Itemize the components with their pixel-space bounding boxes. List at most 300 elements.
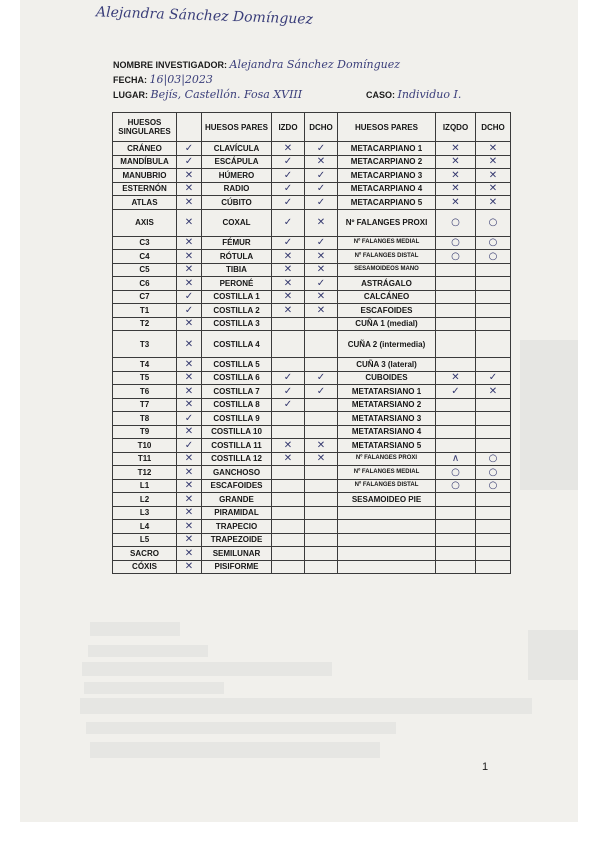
date-value: 16|03|2023 [149, 73, 213, 86]
paired-bone-2 [338, 547, 436, 561]
right-mark: ✕ [305, 250, 338, 264]
singular-mark: ✕ [177, 506, 202, 520]
singular-bone: ATLAS [113, 196, 177, 210]
right-mark: ✓ [305, 169, 338, 183]
left-mark [272, 560, 305, 574]
singular-mark: ✕ [177, 250, 202, 264]
left-mark-2: ✕ [436, 169, 476, 183]
left-mark [272, 412, 305, 426]
right-mark: ✓ [305, 196, 338, 210]
right-mark: ✓ [305, 371, 338, 385]
left-mark-2 [436, 358, 476, 372]
right-mark [305, 398, 338, 412]
singular-bone: T5 [113, 371, 177, 385]
left-mark: ✕ [272, 263, 305, 277]
singular-bone: L3 [113, 506, 177, 520]
table-row [113, 263, 511, 277]
singular-mark: ✓ [177, 439, 202, 453]
table-row [113, 236, 511, 250]
right-mark: ✕ [305, 155, 338, 169]
table-row [113, 479, 511, 493]
right-mark-2: ✕ [476, 182, 511, 196]
singular-bone: T4 [113, 358, 177, 372]
right-mark-2 [476, 533, 511, 547]
case-label: CASO: [366, 90, 395, 100]
right-mark-2 [476, 317, 511, 331]
right-mark: ✓ [305, 385, 338, 399]
date-line [113, 73, 213, 86]
table-row [113, 385, 511, 399]
paired-bone: COSTILLA 1 [202, 290, 272, 304]
right-mark-2: ✕ [476, 169, 511, 183]
paired-bone-2: ASTRÁGALO [338, 277, 436, 291]
singular-mark: ✕ [177, 182, 202, 196]
left-mark [272, 493, 305, 507]
singular-mark: ✕ [177, 317, 202, 331]
page-number: 1 [482, 761, 489, 773]
bone-inventory-table [112, 112, 511, 574]
singular-mark: ✕ [177, 209, 202, 236]
date-label: FECHA: [113, 75, 147, 85]
singular-bone: C7 [113, 290, 177, 304]
right-mark-2: ○ [476, 209, 511, 236]
left-mark: ✕ [272, 439, 305, 453]
col-header-pares: HUESOS PARES [202, 113, 272, 142]
paired-bone-2: CUÑA 1 (medial) [338, 317, 436, 331]
right-mark: ✕ [305, 452, 338, 466]
right-mark-2 [476, 493, 511, 507]
paired-bone: CLAVÍCULA [202, 142, 272, 156]
right-mark-2 [476, 425, 511, 439]
place-label: LUGAR: [113, 90, 148, 100]
investigator-label: NOMBRE INVESTIGADOR: [113, 60, 228, 70]
right-mark-2: ✕ [476, 142, 511, 156]
singular-bone: T12 [113, 466, 177, 480]
right-mark-2 [476, 358, 511, 372]
place-line [113, 88, 302, 101]
right-mark [305, 317, 338, 331]
paired-bone-2: CUÑA 2 (intermedia) [338, 331, 436, 358]
right-mark [305, 358, 338, 372]
paired-bone: TRAPECIO [202, 520, 272, 534]
investigator-line [113, 58, 400, 71]
left-mark: ✕ [272, 142, 305, 156]
table-row [113, 425, 511, 439]
paired-bone: GANCHOSO [202, 466, 272, 480]
right-mark [305, 479, 338, 493]
singular-mark: ✕ [177, 425, 202, 439]
right-mark [305, 520, 338, 534]
table-row [113, 182, 511, 196]
singular-bone: T1 [113, 304, 177, 318]
singular-mark: ✕ [177, 263, 202, 277]
table-row [113, 290, 511, 304]
singular-mark: ✕ [177, 277, 202, 291]
right-mark-2 [476, 560, 511, 574]
left-mark [272, 479, 305, 493]
redacted-block [88, 645, 208, 657]
left-mark: ✕ [272, 290, 305, 304]
paired-bone-2: METATARSIANO 3 [338, 412, 436, 426]
left-mark-2: ○ [436, 209, 476, 236]
paired-bone-2: SESAMOIDEO PIE [338, 493, 436, 507]
singular-bone: MANDÍBULA [113, 155, 177, 169]
singular-bone: T6 [113, 385, 177, 399]
table-row [113, 560, 511, 574]
redacted-block [80, 698, 532, 714]
paired-bone-2: METACARPIANO 1 [338, 142, 436, 156]
paired-bone: RÓTULA [202, 250, 272, 264]
singular-mark: ✓ [177, 304, 202, 318]
right-mark: ✕ [305, 290, 338, 304]
right-mark [305, 493, 338, 507]
right-mark-2 [476, 520, 511, 534]
right-mark-2: ○ [476, 236, 511, 250]
paired-bone: RADIO [202, 182, 272, 196]
paired-bone: HÚMERO [202, 169, 272, 183]
right-mark [305, 506, 338, 520]
left-mark: ✓ [272, 169, 305, 183]
left-mark-2 [436, 290, 476, 304]
right-mark-2: ✕ [476, 385, 511, 399]
right-mark-2: ○ [476, 250, 511, 264]
singular-mark: ✕ [177, 520, 202, 534]
redacted-block [528, 630, 578, 680]
left-mark-2: ✕ [436, 196, 476, 210]
left-mark [272, 425, 305, 439]
paired-bone: GRANDE [202, 493, 272, 507]
redacted-block [520, 340, 578, 490]
right-mark-2 [476, 412, 511, 426]
paired-bone-2: METACARPIANO 4 [338, 182, 436, 196]
paired-bone-2: Nº FALANGES MEDIAL [338, 236, 436, 250]
right-mark-2: ✓ [476, 371, 511, 385]
right-mark: ✓ [305, 182, 338, 196]
col-header-singular: HUESOS SINGULARES [113, 113, 177, 142]
paired-bone: COSTILLA 9 [202, 412, 272, 426]
col-header-dcho-2: DCHO [476, 113, 511, 142]
right-mark [305, 331, 338, 358]
right-mark [305, 560, 338, 574]
case-line [366, 88, 461, 101]
right-mark-2 [476, 304, 511, 318]
singular-mark: ✕ [177, 533, 202, 547]
left-mark-2: ✕ [436, 142, 476, 156]
paired-bone: COSTILLA 6 [202, 371, 272, 385]
singular-mark: ✕ [177, 398, 202, 412]
left-mark-2 [436, 506, 476, 520]
singular-bone: C4 [113, 250, 177, 264]
paired-bone: COSTILLA 11 [202, 439, 272, 453]
redacted-block [90, 742, 380, 758]
singular-bone: L2 [113, 493, 177, 507]
left-mark: ✓ [272, 398, 305, 412]
left-mark-2: ∧ [436, 452, 476, 466]
paired-bone: COSTILLA 12 [202, 452, 272, 466]
left-mark [272, 358, 305, 372]
table-row [113, 412, 511, 426]
singular-mark: ✓ [177, 155, 202, 169]
right-mark [305, 425, 338, 439]
paired-bone-2: METATARSIANO 1 [338, 385, 436, 399]
right-mark: ✓ [305, 277, 338, 291]
right-mark-2: ○ [476, 452, 511, 466]
table-header-row [113, 113, 511, 142]
left-mark-2: ✕ [436, 182, 476, 196]
table-row [113, 142, 511, 156]
right-mark-2 [476, 290, 511, 304]
left-mark [272, 506, 305, 520]
col-header-status [177, 113, 202, 142]
paired-bone: TRAPEZOIDE [202, 533, 272, 547]
paired-bone: CÚBITO [202, 196, 272, 210]
left-mark-2 [436, 277, 476, 291]
investigator-value: Alejandra Sánchez Domínguez [229, 58, 401, 71]
singular-mark: ✕ [177, 358, 202, 372]
singular-bone: AXIS [113, 209, 177, 236]
left-mark-2: ✕ [436, 155, 476, 169]
table-row [113, 358, 511, 372]
left-mark-2 [436, 520, 476, 534]
singular-mark: ✕ [177, 169, 202, 183]
paired-bone: PISIFORME [202, 560, 272, 574]
singular-mark: ✕ [177, 452, 202, 466]
table-row [113, 439, 511, 453]
left-mark [272, 533, 305, 547]
singular-bone: T8 [113, 412, 177, 426]
singular-mark: ✕ [177, 236, 202, 250]
singular-mark: ✕ [177, 560, 202, 574]
paired-bone: COSTILLA 3 [202, 317, 272, 331]
singular-mark: ✓ [177, 412, 202, 426]
singular-mark: ✕ [177, 479, 202, 493]
col-header-dcho: DCHO [305, 113, 338, 142]
paired-bone: FÉMUR [202, 236, 272, 250]
table-row [113, 398, 511, 412]
table-row [113, 331, 511, 358]
left-mark: ✓ [272, 371, 305, 385]
singular-bone: CÓXIS [113, 560, 177, 574]
table-row [113, 371, 511, 385]
left-mark: ✕ [272, 250, 305, 264]
paired-bone-2 [338, 533, 436, 547]
right-mark-2 [476, 331, 511, 358]
paired-bone-2: METACARPIANO 5 [338, 196, 436, 210]
paired-bone-2: ESCAFOIDES [338, 304, 436, 318]
singular-bone: SACRO [113, 547, 177, 561]
right-mark-2: ✕ [476, 155, 511, 169]
table-row [113, 250, 511, 264]
singular-bone: C5 [113, 263, 177, 277]
paired-bone: COSTILLA 7 [202, 385, 272, 399]
singular-mark: ✓ [177, 142, 202, 156]
right-mark-2 [476, 263, 511, 277]
paired-bone: COSTILLA 2 [202, 304, 272, 318]
col-header-pares-2: HUESOS PARES [338, 113, 436, 142]
table-row [113, 452, 511, 466]
left-mark [272, 466, 305, 480]
table-row [113, 155, 511, 169]
redacted-block [82, 662, 332, 676]
singular-bone: CRÁNEO [113, 142, 177, 156]
paired-bone: PIRAMIDAL [202, 506, 272, 520]
paired-bone: SEMILUNAR [202, 547, 272, 561]
right-mark-2 [476, 277, 511, 291]
singular-mark: ✕ [177, 371, 202, 385]
paired-bone-2: METACARPIANO 3 [338, 169, 436, 183]
singular-mark: ✕ [177, 331, 202, 358]
paired-bone-2: METATARSIANO 2 [338, 398, 436, 412]
right-mark: ✓ [305, 236, 338, 250]
right-mark-2: ○ [476, 479, 511, 493]
left-mark-2 [436, 331, 476, 358]
redacted-block [84, 682, 224, 694]
singular-bone: T11 [113, 452, 177, 466]
left-mark: ✓ [272, 196, 305, 210]
singular-bone: L4 [113, 520, 177, 534]
left-mark-2 [436, 304, 476, 318]
singular-mark: ✕ [177, 196, 202, 210]
right-mark: ✕ [305, 439, 338, 453]
handwritten-name: Alejandra Sánchez Domínguez [95, 4, 314, 28]
left-mark-2: ○ [436, 250, 476, 264]
paired-bone-2: Nº FALANGES MEDIAL [338, 466, 436, 480]
paired-bone-2: METATARSIANO 4 [338, 425, 436, 439]
left-mark [272, 317, 305, 331]
place-value: Bejís, Castellón. Fosa XVIII [150, 88, 303, 101]
right-mark: ✓ [305, 142, 338, 156]
paired-bone: COSTILLA 10 [202, 425, 272, 439]
left-mark-2: ✕ [436, 371, 476, 385]
paired-bone-2: CUBOIDES [338, 371, 436, 385]
left-mark-2 [436, 533, 476, 547]
col-header-izqdo: IZQDO [436, 113, 476, 142]
left-mark [272, 520, 305, 534]
paired-bone: COXAL [202, 209, 272, 236]
case-value: Individuo I. [397, 88, 462, 101]
paired-bone-2: Nº FALANGES DISTAL [338, 250, 436, 264]
singular-bone: MANUBRIO [113, 169, 177, 183]
table-row [113, 317, 511, 331]
paired-bone-2 [338, 560, 436, 574]
paired-bone-2: METACARPIANO 2 [338, 155, 436, 169]
singular-bone: ESTERNÓN [113, 182, 177, 196]
left-mark-2 [436, 425, 476, 439]
singular-bone: L1 [113, 479, 177, 493]
table-row [113, 547, 511, 561]
singular-mark: ✕ [177, 493, 202, 507]
paired-bone: COSTILLA 5 [202, 358, 272, 372]
left-mark-2 [436, 317, 476, 331]
paired-bone-2: CALCÁNEO [338, 290, 436, 304]
table-row [113, 520, 511, 534]
table-row [113, 277, 511, 291]
paired-bone-2 [338, 506, 436, 520]
left-mark [272, 547, 305, 561]
paired-bone-2 [338, 520, 436, 534]
table-row [113, 196, 511, 210]
paired-bone-2: SESAMOIDEOS MANO [338, 263, 436, 277]
left-mark-2: ○ [436, 479, 476, 493]
paired-bone: ESCAFOIDES [202, 479, 272, 493]
table-row [113, 304, 511, 318]
right-mark-2: ✕ [476, 196, 511, 210]
paired-bone-2: Nº FALANGES PROXI [338, 452, 436, 466]
paired-bone: TIBIA [202, 263, 272, 277]
left-mark: ✓ [272, 155, 305, 169]
paired-bone: COSTILLA 8 [202, 398, 272, 412]
singular-bone: T2 [113, 317, 177, 331]
left-mark: ✕ [272, 452, 305, 466]
left-mark-2 [436, 547, 476, 561]
right-mark [305, 412, 338, 426]
singular-bone: T10 [113, 439, 177, 453]
paired-bone: ESCÁPULA [202, 155, 272, 169]
left-mark: ✓ [272, 182, 305, 196]
singular-bone: C6 [113, 277, 177, 291]
table-row [113, 209, 511, 236]
singular-mark: ✕ [177, 547, 202, 561]
left-mark-2: ○ [436, 466, 476, 480]
table-row [113, 493, 511, 507]
singular-mark: ✓ [177, 290, 202, 304]
left-mark-2 [436, 560, 476, 574]
redacted-block [90, 622, 180, 636]
left-mark: ✕ [272, 304, 305, 318]
table-row [113, 169, 511, 183]
right-mark-2 [476, 506, 511, 520]
singular-bone: L5 [113, 533, 177, 547]
singular-mark: ✕ [177, 466, 202, 480]
singular-mark: ✕ [177, 385, 202, 399]
left-mark-2 [436, 493, 476, 507]
right-mark: ✕ [305, 304, 338, 318]
col-header-izdo: IZDO [272, 113, 305, 142]
right-mark: ✕ [305, 209, 338, 236]
table-row [113, 533, 511, 547]
right-mark [305, 533, 338, 547]
right-mark-2 [476, 547, 511, 561]
right-mark-2 [476, 398, 511, 412]
paired-bone-2: CUÑA 3 (lateral) [338, 358, 436, 372]
singular-bone: C3 [113, 236, 177, 250]
singular-bone: T9 [113, 425, 177, 439]
left-mark: ✓ [272, 385, 305, 399]
right-mark: ✕ [305, 263, 338, 277]
paired-bone: COSTILLA 4 [202, 331, 272, 358]
right-mark [305, 547, 338, 561]
left-mark-2 [436, 412, 476, 426]
left-mark-2 [436, 398, 476, 412]
paired-bone-2: Nº FALANGES PROXI [338, 209, 436, 236]
left-mark: ✓ [272, 236, 305, 250]
right-mark [305, 466, 338, 480]
left-mark-2 [436, 439, 476, 453]
singular-bone: T3 [113, 331, 177, 358]
left-mark-2: ○ [436, 236, 476, 250]
left-mark-2: ✓ [436, 385, 476, 399]
left-mark [272, 331, 305, 358]
right-mark-2: ○ [476, 466, 511, 480]
paired-bone-2: METATARSIANO 5 [338, 439, 436, 453]
left-mark: ✓ [272, 209, 305, 236]
left-mark: ✕ [272, 277, 305, 291]
paired-bone-2: Nº FALANGES DISTAL [338, 479, 436, 493]
paired-bone: PERONÉ [202, 277, 272, 291]
table-row [113, 506, 511, 520]
singular-bone: T7 [113, 398, 177, 412]
table-row [113, 466, 511, 480]
